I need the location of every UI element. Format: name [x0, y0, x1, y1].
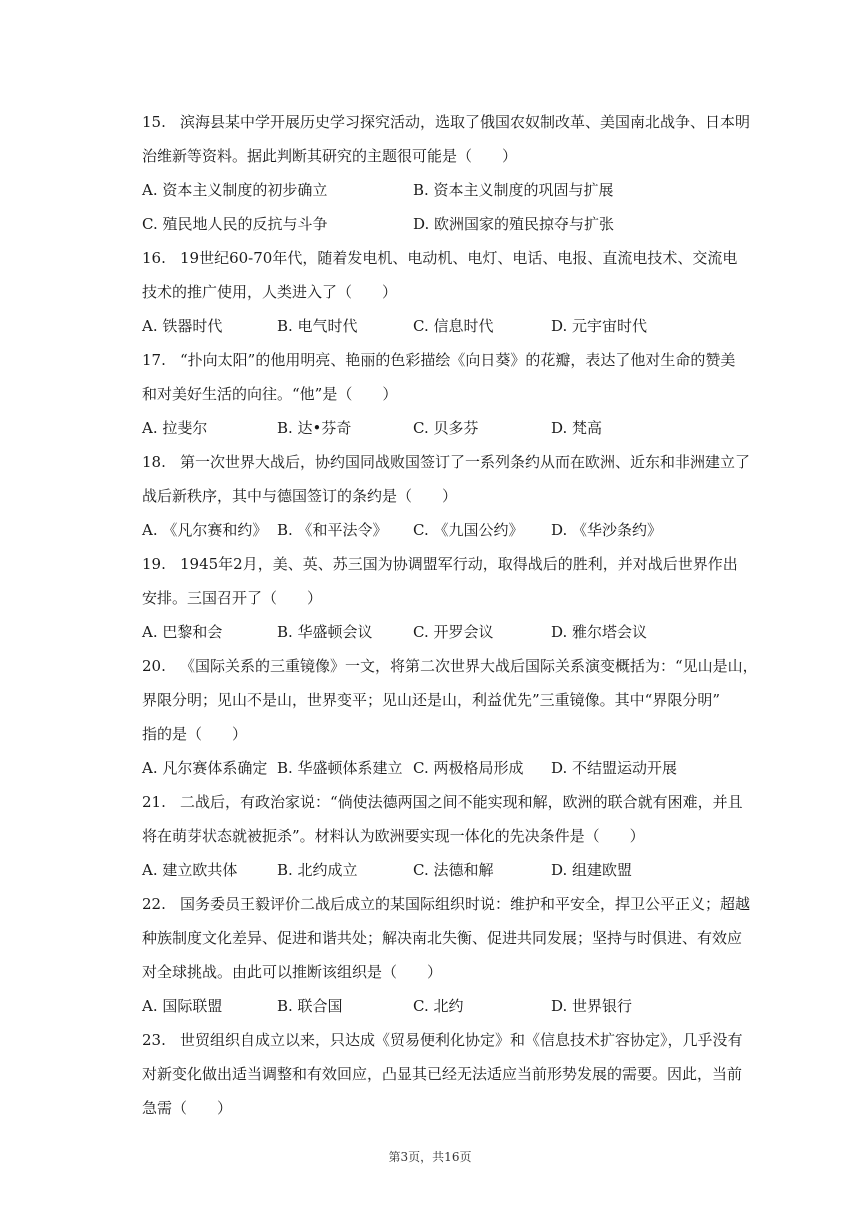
question-16-option-a[interactable]: A. 铁器时代	[142, 317, 223, 335]
question-18-option-a[interactable]: A. 《凡尔赛和约》	[142, 521, 268, 539]
question-20-line-2: 界限分明；见山不是山，世界变平；见山还是山，利益优先”三重镜像。其中“界限分明”	[142, 691, 721, 709]
question-17-line-1: 17. “扑向太阳”的他用明亮、艳丽的色彩描绘《向日葵》的花瓣，表达了他对生命的赞美	[142, 351, 736, 369]
question-18-option-c[interactable]: C. 《九国公约》	[413, 521, 524, 539]
question-17-option-d[interactable]: D. 梵高	[551, 419, 603, 437]
question-20-line-3: 指的是（ ）	[142, 725, 248, 743]
question-21-option-c[interactable]: C. 法德和解	[413, 861, 494, 879]
question-17-line-2: 和对美好生活的向往。“他”是（ ）	[142, 385, 398, 403]
question-23-line-1: 23. 世贸组织自成立以来，只达成《贸易便利化协定》和《信息技术扩容协定》，几乎没有	[142, 1031, 743, 1049]
question-16-option-b[interactable]: B. 电气时代	[277, 317, 358, 335]
question-19-option-b[interactable]: B. 华盛顿会议	[277, 623, 373, 641]
question-number: 17.	[142, 351, 166, 369]
question-number: 21.	[142, 793, 166, 811]
question-number: 19.	[142, 555, 166, 573]
question-23-line-2: 对新变化做出适当调整和有效回应，凸显其已经无法适应当前形势发展的需要。因此，当前	[142, 1065, 743, 1083]
question-number: 20.	[142, 657, 166, 675]
question-15-option-d[interactable]: D. 欧洲国家的殖民掠夺与扩张	[413, 215, 615, 233]
question-22-option-d[interactable]: D. 世界银行	[551, 997, 633, 1015]
question-number: 22.	[142, 895, 166, 913]
question-18-option-b[interactable]: B. 《和平法令》	[277, 521, 388, 539]
question-19-line-2: 安排。三国召开了（ ）	[142, 589, 323, 607]
question-16-option-c[interactable]: C. 信息时代	[413, 317, 494, 335]
question-19-line-1: 19. 1945年2月，美、英、苏三国为协调盟军行动，取得战后的胜利，并对战后世界作出	[142, 555, 738, 573]
question-17-option-c[interactable]: C. 贝多芬	[413, 419, 479, 437]
question-20-option-a[interactable]: A. 凡尔赛体系确定	[142, 759, 268, 777]
question-16-line-2: 技术的推广使用，人类进入了（ ）	[142, 283, 398, 301]
question-21-line-2: 将在萌芽状态就被扼杀”。材料认为欧洲要实现一体化的先决条件是（ ）	[142, 827, 645, 845]
question-16-option-d[interactable]: D. 元宇宙时代	[551, 317, 648, 335]
question-22-line-3: 对全球挑战。由此可以推断该组织是（ ）	[142, 963, 443, 981]
question-21-option-b[interactable]: B. 北约成立	[277, 861, 358, 879]
question-number: 16.	[142, 249, 166, 267]
question-15-line-2: 治维新等资料。据此判断其研究的主题很可能是（ ）	[142, 147, 518, 165]
question-19-option-d[interactable]: D. 雅尔塔会议	[551, 623, 648, 641]
question-22-option-c[interactable]: C. 北约	[413, 997, 464, 1015]
question-21-line-1: 21. 二战后，有政治家说：“倘使法德两国之间不能实现和解，欧洲的联合就有困难，并且	[142, 793, 743, 811]
question-17-option-a[interactable]: A. 拉斐尔	[142, 419, 208, 437]
question-15-line-1: 15. 滨海县某中学开展历史学习探究活动，选取了俄国农奴制改革、美国南北战争、日本明	[142, 113, 751, 131]
question-19-option-a[interactable]: A. 巴黎和会	[142, 623, 223, 641]
question-number: 18.	[142, 453, 166, 471]
question-17-option-b[interactable]: B. 达•芬奇	[277, 419, 352, 437]
question-number: 15.	[142, 113, 166, 131]
question-21-option-d[interactable]: D. 组建欧盟	[551, 861, 633, 879]
question-22-line-2: 种族制度文化差异、促进和谐共处；解决南北失衡、促进共同发展；坚持与时俱进、有效应	[142, 929, 743, 947]
question-20-option-c[interactable]: C. 两极格局形成	[413, 759, 524, 777]
question-16-line-1: 16. 19世纪60-70年代，随着发电机、电动机、电灯、电话、电报、直流电技术、交流电	[142, 249, 738, 267]
question-number: 23.	[142, 1031, 166, 1049]
question-23-line-3: 急需（ ）	[142, 1099, 233, 1117]
question-15-option-a[interactable]: A. 资本主义制度的初步确立	[142, 181, 328, 199]
question-22-line-1: 22. 国务委员王毅评价二战后成立的某国际组织时说：维护和平安全，捍卫公平正义；超越	[142, 895, 751, 913]
question-18-line-1: 18. 第一次世界大战后，协约国同战败国签订了一系列条约从而在欧洲、近东和非洲建立了	[142, 453, 751, 471]
question-19-option-c[interactable]: C. 开罗会议	[413, 623, 494, 641]
question-20-line-1: 20. 《国际关系的三重镜像》一文，将第二次世界大战后国际关系演变概括为：“见山是山，	[142, 657, 758, 675]
question-20-option-b[interactable]: B. 华盛顿体系建立	[277, 759, 403, 777]
question-22-option-a[interactable]: A. 国际联盟	[142, 997, 223, 1015]
question-20-option-d[interactable]: D. 不结盟运动开展	[551, 759, 678, 777]
question-22-option-b[interactable]: B. 联合国	[277, 997, 343, 1015]
question-21-option-a[interactable]: A. 建立欧共体	[142, 861, 238, 879]
question-18-option-d[interactable]: D. 《华沙条约》	[551, 521, 663, 539]
page-footer: 第3页，共16页	[388, 1150, 472, 1164]
question-18-line-2: 战后新秩序，其中与德国签订的条约是（ ）	[142, 487, 458, 505]
question-15-option-b[interactable]: B. 资本主义制度的巩固与扩展	[413, 181, 614, 199]
question-15-option-c[interactable]: C. 殖民地人民的反抗与斗争	[142, 215, 328, 233]
